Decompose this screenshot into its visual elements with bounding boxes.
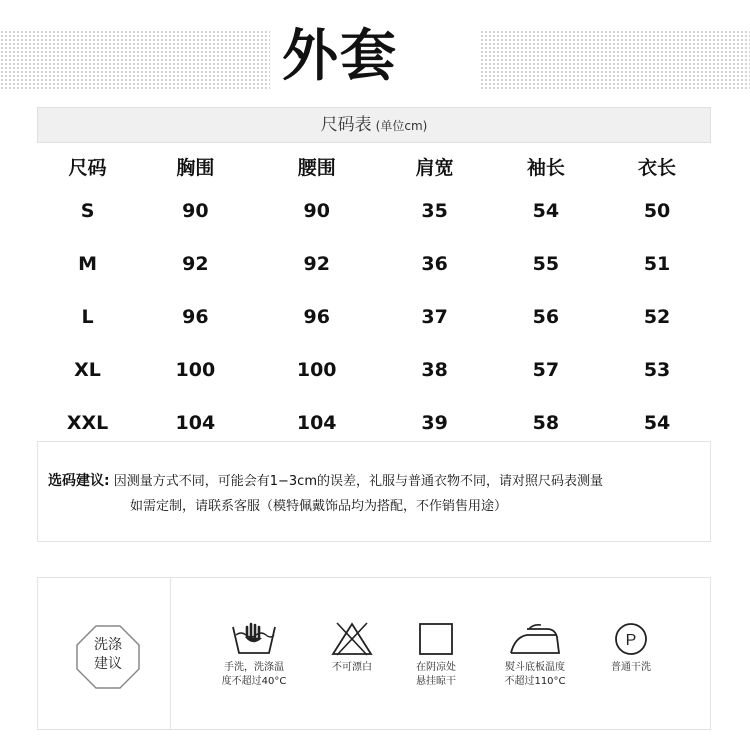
- size-cell: M: [78, 252, 97, 275]
- shoulder-cell: 38: [421, 358, 448, 381]
- care-badge-label: 洗涤 建议: [94, 637, 122, 672]
- iron-caption: 熨斗底板温度 不超过110°C: [504, 662, 566, 687]
- care-divider: [170, 578, 171, 729]
- size-cell: L: [81, 305, 94, 328]
- care-item-iron: [487, 621, 583, 689]
- shoulder-cell: 37: [421, 305, 448, 328]
- advice-text-1: 因测量方式不同，可能会有1−3cm的误差，礼服与普通衣物不同，请对照尺码表测量: [113, 474, 603, 489]
- shoulder-cell: 36: [421, 252, 448, 275]
- waist-cell: 92: [303, 252, 330, 275]
- chest-cell: 90: [182, 199, 209, 222]
- column-header-waist: 腰围: [297, 156, 336, 179]
- table-row: [37, 290, 711, 343]
- column-header-length: 衣长: [638, 156, 677, 179]
- size-cell: XXL: [66, 411, 109, 434]
- hand-wash-caption: 手洗，洗涤温 度不超过40°C: [221, 662, 287, 687]
- size-chart-header: [37, 107, 711, 143]
- iron-110-icon: [507, 621, 563, 657]
- hand-wash-40-icon: [231, 621, 277, 657]
- table-row: [37, 237, 711, 290]
- page-title: 外套: [282, 24, 398, 89]
- svg-text:P: P: [625, 632, 637, 649]
- advice-line-1: [48, 468, 603, 495]
- shoulder-cell: 39: [421, 411, 448, 434]
- waist-cell: 90: [303, 199, 330, 222]
- care-instructions-box: [37, 577, 711, 730]
- care-item-dry-clean: [583, 621, 679, 675]
- size-table-header-row: [37, 148, 711, 184]
- advice-text-2: 如需定制，请联系客服（模特佩戴饰品均为搭配，不作销售用途）: [130, 499, 508, 514]
- sleeve-cell: 58: [532, 411, 560, 434]
- care-item-hand-wash: [206, 621, 302, 689]
- sizing-advice-box: [37, 441, 711, 542]
- column-header-shoulder: 肩宽: [415, 156, 454, 179]
- column-header-size: 尺码: [68, 156, 107, 179]
- sleeve-cell: 57: [532, 358, 560, 381]
- no-bleach-caption: 不可漂白: [332, 662, 372, 673]
- care-item-line-dry: [388, 621, 484, 689]
- sleeve-cell: 54: [532, 199, 560, 222]
- dry-clean-caption: 普通干洗: [611, 662, 651, 673]
- size-cell: S: [80, 199, 95, 222]
- table-row: [37, 184, 711, 237]
- chest-cell: 100: [175, 358, 216, 381]
- waist-cell: 104: [296, 411, 337, 434]
- advice-label: 选码建议:: [48, 473, 110, 489]
- no-bleach-icon: [329, 621, 375, 657]
- chest-cell: 104: [175, 411, 216, 434]
- line-dry-shade-icon: [413, 621, 459, 657]
- waist-cell: 96: [303, 305, 330, 328]
- length-cell: 54: [643, 411, 671, 434]
- length-cell: 50: [643, 199, 671, 222]
- chest-cell: 92: [182, 252, 209, 275]
- table-row: [37, 343, 711, 396]
- care-item-no-bleach: [304, 621, 400, 675]
- line-dry-caption: 在阴凉处 悬挂晾干: [416, 662, 456, 687]
- column-header-chest: 胸围: [176, 156, 215, 179]
- size-chart-title: 尺码表: [320, 115, 372, 135]
- dry-clean-p-icon: [608, 621, 654, 657]
- size-table: [37, 148, 711, 449]
- size-chart-unit: (单位cm): [375, 119, 428, 133]
- length-cell: 52: [643, 305, 671, 328]
- column-header-sleeve: 袖长: [526, 156, 565, 179]
- chest-cell: 96: [182, 305, 209, 328]
- size-cell: XL: [74, 358, 101, 381]
- sleeve-cell: 56: [532, 305, 560, 328]
- length-cell: 51: [643, 252, 671, 275]
- length-cell: 53: [643, 358, 671, 381]
- shoulder-cell: 35: [421, 199, 448, 222]
- waist-cell: 100: [296, 358, 337, 381]
- sleeve-cell: 55: [532, 252, 560, 275]
